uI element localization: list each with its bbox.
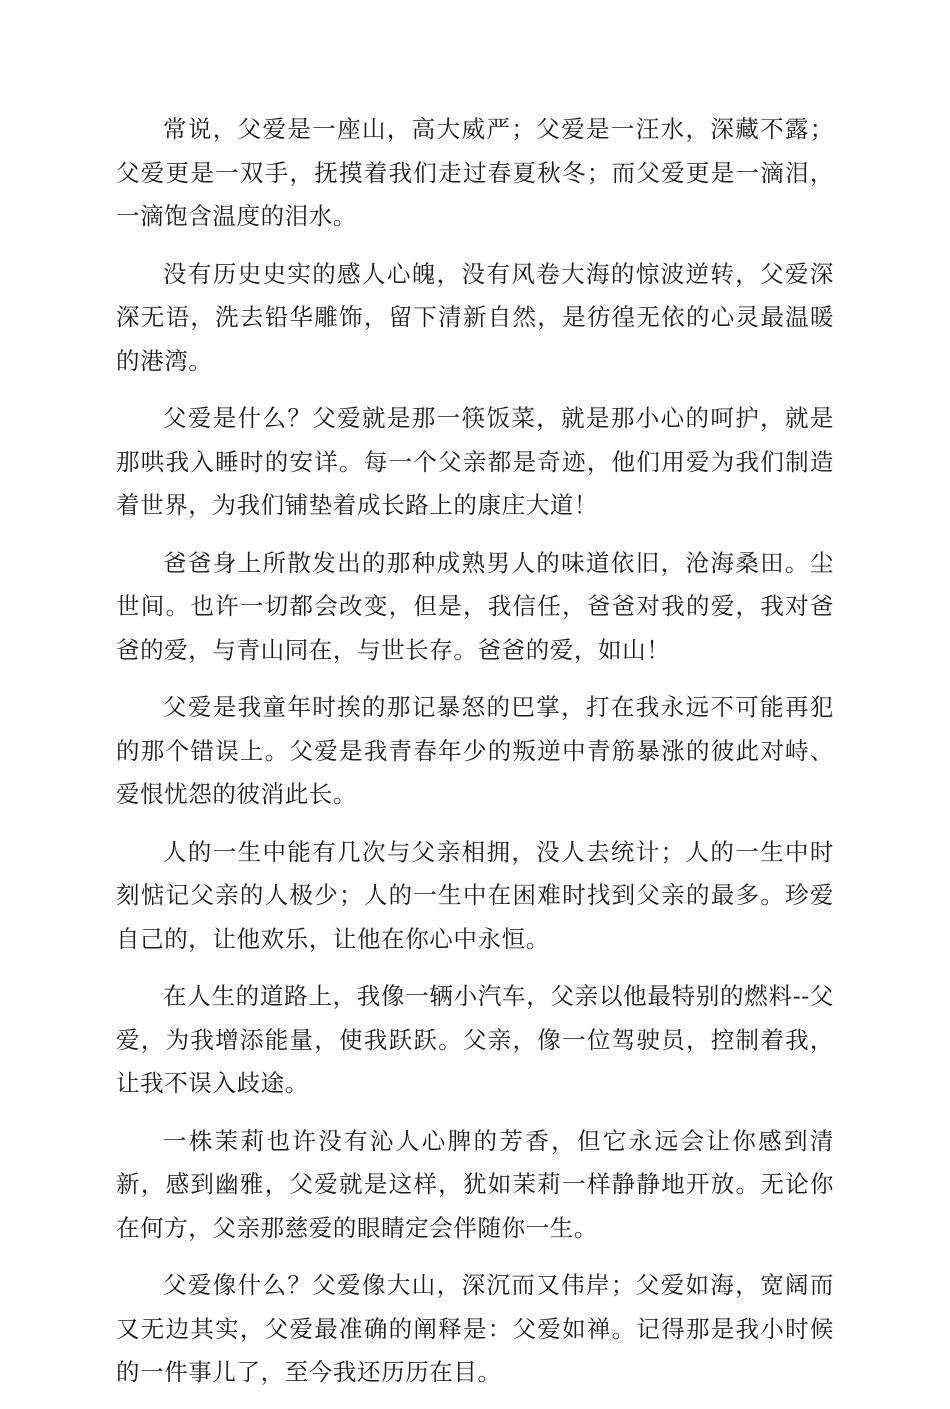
document-body <box>116 108 834 1409</box>
paragraph: 父爱是我童年时挨的那记暴怒的巴掌，打在我永远不可能再犯的那个错误上。父爱是我青春年少的叛逆中青筋暴涨的彼此对峙、爱恨忧怨的彼消此长。 <box>116 693 834 808</box>
paragraph: 人的一生中能有几次与父亲相拥，没人去统计；人的一生中时刻惦记父亲的人极少；人的一生中在困难时找到父亲的最多。珍爱自己的，让他欢乐，让他在你心中永恒。 <box>116 837 834 953</box>
paragraph: 常说，父爱是一座山，高大威严；父爱是一汪水，深藏不露；父爱更是一双手，抚摸着我们走过春夏秋冬；而父爱更是一滴泪，一滴饱含温度的泪水。 <box>116 115 834 230</box>
paragraph: 一株茉莉也许没有沁人心脾的芳香，但它永远会让你感到清新，感到幽雅，父爱就是这样，犹如茉莉一样静静地开放。无论你在何方，父亲那慈爱的眼睛定会伴随你一生。 <box>116 1126 834 1242</box>
paragraph: 父爱像什么？父爱像大山，深沉而又伟岸；父爱如海，宽阔而又无边其实，父爱最准确的阐释是：父爱如禅。记得那是我小时候的一件事儿了，至今我还历历在目。 <box>116 1271 834 1386</box>
paragraph: 爸爸身上所散发出的那种成熟男人的味道依旧，沧海桑田。尘世间。也许一切都会改变，但是，我信任，爸爸对我的爱，我对爸爸的爱，与青山同在，与世长存。爸爸的爱，如山！ <box>116 548 834 664</box>
paragraph: 父爱是什么？父爱就是那一筷饭菜，就是那小心的呵护，就是那哄我入睡时的安详。每一个父亲都是奇迹，他们用爱为我们制造着世界，为我们铺垫着成长路上的康庄大道！ <box>116 404 834 519</box>
paragraph: 在人生的道路上，我像一辆小汽车，父亲以他最特别的燃料--父爱，为我增添能量，使我跃跃。父亲，像一位驾驶员，控制着我，让我不误入歧途。 <box>116 982 834 1097</box>
paragraph: 没有历史史实的感人心魄，没有风卷大海的惊波逆转，父爱深深无语，洗去铅华雕饰，留下清新自然，是彷徨无依的心灵最温暖的港湾。 <box>116 259 834 375</box>
